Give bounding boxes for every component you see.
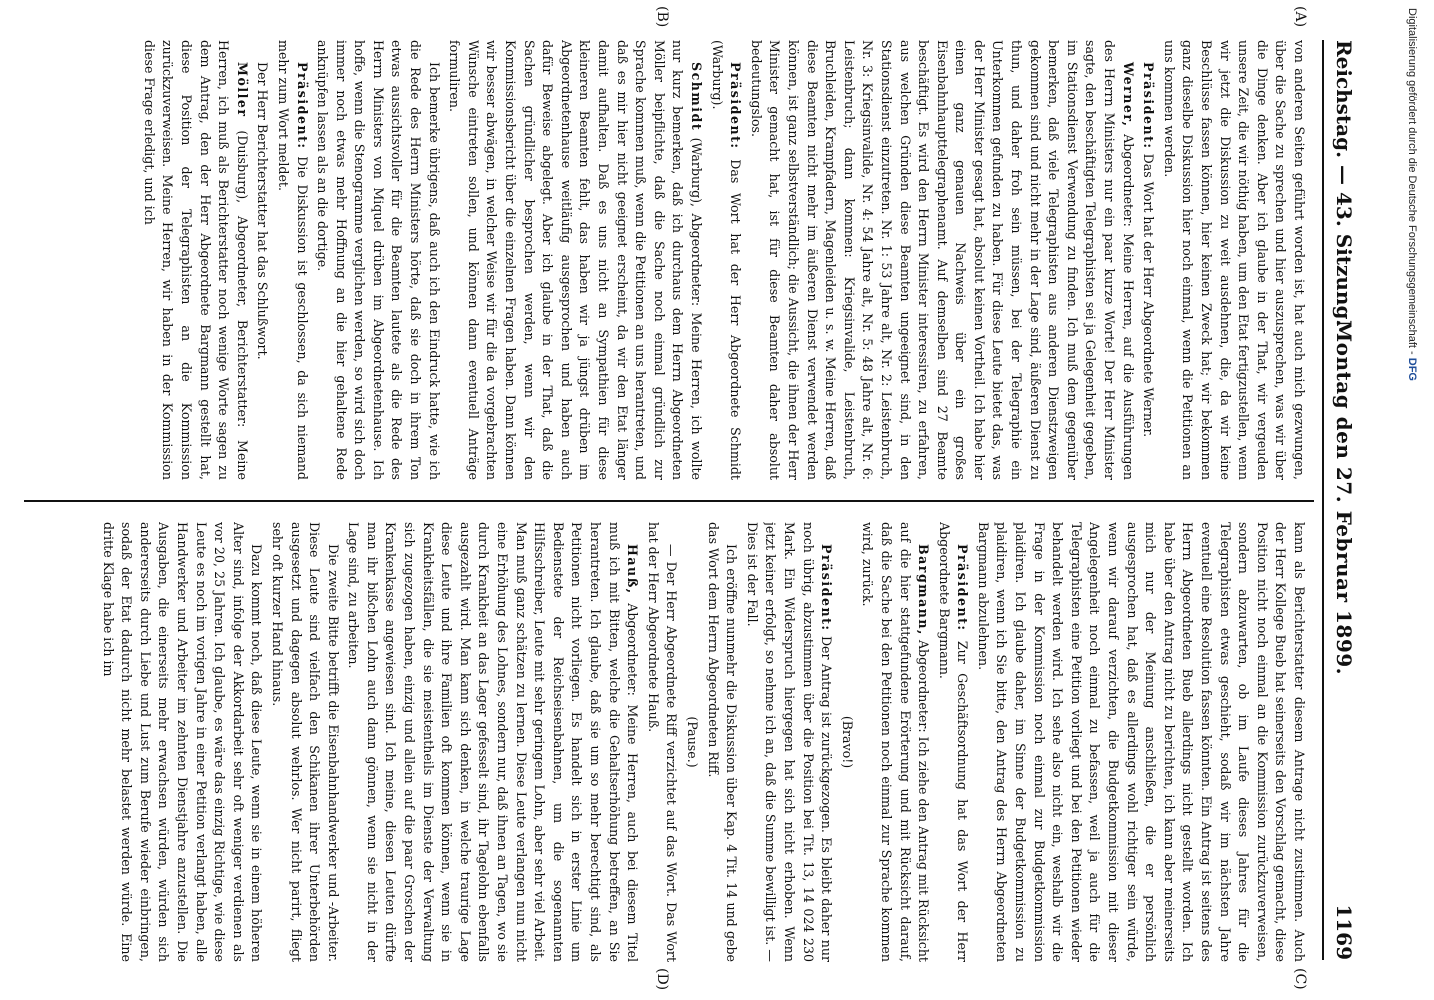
paragraph [934,522,971,962]
page-header [1322,40,1360,960]
digitization-note-text [1397,8,1427,992]
header-date: Montag den 27. Februar 1899. [1332,320,1356,676]
dfg-logo: DFG [1406,357,1418,381]
paragraph [707,40,744,480]
speaker-name: Präsident: [819,544,835,632]
speech-text: (Duisburg), Abgeordneter, Berichterstatter: Meine Herren, ich muß als Berichterstatter noch wenige Worte sagen zu dem Antrag, den der Herr Abgeordnete Bargmann gestellt hat, diese Position der Telegraphisten an die Kommission zurückzuverweisen. Meine Herren, wir haben in der Kommission diese Frage erledigt, und ich [141,40,250,480]
speech-text: Abgeordneter: Meine Herren, auch bei diesem Titel muß ich mit Bitten, welche die Gehaltserhöhung betreffen, an Sie herantreten. Ich glaube, daß sie um so mehr berechtigt sind, als Petitionen nicht vorliegen. Es handelt sich in erster Linie um Bedienstete der Reichseisenbahnen, um die sogenannten Hilfsschreiber, Leute mit sehr geringem Lohn, aber sehr viel Arbeit. Man muß ganz schätzen zu lernen. Diese Leute verlangen nun nicht eine Erhöhung des Lohnes, sondern nur, daß ihnen an Tagen, wo sie durch Krankheit an das Lager gefesselt sind, ihr Tagelohn ebenfalls ausgezahlt wird. Man kann sich denken, in welche traurige Lage diese Leute und ihre Familien oft kommen können, wenn sie in Krankheitsfällen, die sie meistentheils im Dienste der Verwaltung sich zugezogen haben, einzig und allein auf die paar Groschen der Krankenkasse angewiesen sind. Ich meine, diesen Leuten dürfte man ihr bißchen Lohn auch dann gönnen, wenn sie nicht in der Lage sind, zu arbeiten. [346,522,641,962]
speaker-name: Präsident: [1141,62,1157,150]
paragraph [1139,40,1158,480]
speech-text: Abgeordneter: Ich ziehe den Antrag mit Rücksicht auf die hier stattgefundene Erörterung und mit Rücksicht darauf, daß die Sache bei den Petitionen noch einmal zur Sprache kommen wird, zurück. [860,522,932,962]
speech-text: Zur Geschäftsordnung hat das Wort der Herr Abgeordnete Bargmann. [936,522,971,962]
interjection: (Bravo!) [839,715,855,769]
page-number: 1169 [1332,904,1356,960]
digitization-note [1397,8,1427,992]
paragraph: von anderen Seiten geführt worden ist, hat auch mich gezwungen, über die Sache zu sprechen und hier auszusprechen, was wir über die Dinge denken. Aber ich glaube in der That, wir vergeuden unsere Zeit, die wir nöthig haben, um den Etat fertigzustellen, wenn wir jetzt die Diskussion zu weit ausdehnen, die, da wir keine Beschlüsse fassen können, hier keinen Zweck hat; wir bekommen ganz dieselbe Diskussion hier noch einmal, wenn die Petitionen an uns kommen werden. [1161,40,1307,480]
margin-marker-a: (A) [1292,6,1308,28]
paragraph: Der Herr Berichterstatter hat das Schlußwort. [255,62,271,360]
paragraph: kann als Berichterstatter diesem Antrage nicht zustimmen. Auch der Herr Kollege Bueb hat seinerseits den Vorschlag gemacht, diese Position nicht noch einmal an die Kommission zurückzuverweisen, sondern abzuwarten, ob im Laufe dieses Jahres für die Telegraphisten etwas geschieht, sodaß wir im nächsten Jahre eventuell eine Resolution fassen könnten. Ein Antrag ist seitens des Herrn Abgeordneten Bueb allerdings nicht gestellt worden. Ich habe über den Antrag nicht zu berichten, ich kann aber meinerseits mich nur der Meinung anschließen, die er persönlich ausgesprochen hat, daß es allerdings wohl richtiger sein würde, wenn wir darauf verzichten, die Budgetkommission mit dieser Angelegenheit noch einmal zu befassen, weil ja auch für die Telegraphisten eine Petition vorliegt und bei den Petitionen wieder behandelt werden wird. Ich sehe also nicht ein, weshalb wir die Frage in der Kommission noch einmal zur Budgetkommission plaidiren. Ich glaube daher, im Sinne der Budgetkommission zu plaidiren, wenn ich Sie bitte, den Antrag des Herrn Abgeordneten Bargmann abzulehnen. [975,522,1307,962]
paragraph [139,40,251,480]
speaker-name: Hauß, [625,544,641,595]
paragraph: Die zweite Bitte betrifft die Eisenbahnhandwerker und -Arbeiter. Diese Leute sind vielfach den Schikanen ihrer Unterbehörden ausgesetzt und dagegen absolut wehrlos. Wer nicht parirt, fliegt sehr oft kurzer Hand hinaus. [269,522,341,962]
speech-text: Der Antrag ist zurückgezogen. Es bleibt daher nur noch übrig, abzustimmen über die Position bei Tit. 13, 14 024 230 Mark. Ein Widerspruch hiergegen hat sich nicht erhoben. Wenn jetzt keiner erfolgt, so nehme ich an, daß die Summe bewilligt ist. — Dies ist der Fall. [744,522,835,962]
speech-text: (Warburg), Abgeordneter: Meine Herren, ich wollte nur kurz bemerken, daß ich durchaus dem Herrn Abgeordneten Möller beipflichte, daß die Sache noch einmal gründlich zur Sprache kommen muß, wenn die Petitionen an uns herantreten, und daß es mir hier nicht geeignet erscheint, da wir den Etat länger damit aufhalten. Daß es uns nicht an Sympathien für diese kleineren Beamten fehlt, das haben wir ja jüngst drüben im Abgeordnetenhause weitläufig ausgesprochen und haben auch dafür Beweise abgelegt. Aber ich glaube in der That, daß die Sachen gründlicher besprochen werden, wenn wir den Kommissionsbericht über die einzelnen Fragen haben. Dann können wir besser abwägen, in welcher Weise wir für die da vorgebrachten Wünsche eintreten sollen, und können dann eventuell Anträge formuliren. [447,40,704,480]
paragraph [273,40,310,480]
paragraph: — Der Herr Abgeordnete Riff verzichtet auf das Wort. Das Wort hat der Herr Abgeordnete Hauß. [645,522,680,962]
margin-marker-d: (D) [654,968,670,991]
paragraph [858,522,932,962]
header-session: Reichstag. — 43. Sitzung. [1332,40,1356,327]
interjection: (Pause.) [685,716,700,768]
margin-marker-b: (B) [654,6,670,28]
paragraph [445,40,705,480]
paragraph: Ich eröffne nunmehr die Diskussion über Kap. 4 Tit. 14 und gebe das Wort dem Herrn Abgeordneten Riff. [705,522,740,962]
speaker-name: Präsident: [728,62,744,150]
column-divider [24,500,1314,502]
speaker-name: Präsident: [955,544,971,632]
paragraph: Ich bemerke übrigens, daß auch ich den Eindruck hatte, wie ich die Rede des Herrn Ministers hörte, daß sie doch in ihrem Ton etwas aussichtsvoller für die Beamten lautete als die Rede des Herrn Ministers von Miquel drüben im Abgeordnetenhause. Ich hoffe, wenn die Stenogramme verglichen werden, so wird sich doch immer noch etwas mehr Hoffnung an die hier gehaltene Rede anknüpfen lassen als an die dortige. [315,40,442,480]
funding-text: Digitalisierung gefördert durch die Deutsche Forschungsgemeinschaft - [1406,8,1418,355]
speech-text: Abgeordneter: Meine Herren, auf die Ausführungen des Herrn Ministers nur ein paar kurze Worte! Der Herr Minister sagte, den beschäftigten Telegraphisten sei ja Gelegenheit gegeben, im Stationsdienst Verwendung zu finden. Ich muß dem gegenüber bemerken, daß viele Telegraphisten aus anderen Dienstzweigen gekommen sind und nicht mehr in der Lage sind, äußeren Dienst zu thun, und daher froh sein müssen, bei der Telegraphie ein Unterkommen gefunden zu haben. Für diese Leute bietet das, was der Herr Minister gesagt hat, absolut keinen Vortheil. Ich habe hier einen ganz genauen Nachweis über ein großes Eisenbahnhaupttelegraphenamt. Auf demselben sind 27 Beamte beschäftigt. Es wird den Herrn Minister interessiren, zu erfahren, aus welchen Gründen diese Beamten ungeeignet sind, in den Stationsdienst einzutreten. Nr. 1: 53 Jahre alt, Nr. 2: Leistenbruch, Nr. 3: Kriegsinvalide, Nr. 4: 54 Jahre alt, Nr. 5: 48 Jahre alt, Nr. 6: Leistenbruch; dann kommen: Kriegsinvalide, Leistenbruch, Bruchleiden, Krampfadern, Magenleiden u. s. w. Meine Herren, daß diese Beamten nicht mehr im äußeren Dienst verwendet werden können, ist ganz selbstverständlich; die Aussicht, die ihnen der Herr Minister gemacht hat, ist für diese Beamten daher absolut bedeutungslos. [748,40,1136,480]
speaker-name: Werner, [1120,62,1136,128]
margin-marker-c: (C) [1292,968,1308,990]
paragraph: Dazu kommt noch, daß diese Leute, wenn sie in einem höheren Alter sind, infolge der Akkordarbeit sehr oft weniger verdienen als vor 20, 25 Jahren. Ich glaube, es wäre das einzig Richtige, wie diese Leute es noch im vorigen Jahre in einer Petition verlangt haben, alle Handwerker und Arbeiter im zehnten Dienstjahre anzustellen. Die Ausgaben, die einerseits mehr erwachsen würden, würden sich andererseits durch Liebe und Lust zum Berufe wieder einbringen, sodaß der Etat dadurch nicht mehr belastet werden würde. Eine dritte Klage habe ich im [100,522,265,962]
speaker-name: Bargmann, [916,544,932,636]
speech-text: Die Diskussion ist geschlossen, da sich niemand mehr zum Wort meldet. [275,40,310,480]
paragraph [742,522,835,962]
paragraph [344,522,642,962]
left-column [38,40,1308,480]
speaker-name: Möller [234,62,250,118]
speech-text: Das Wort hat der Herr Abgeordnete Schmidt (Warburg). [709,40,744,480]
speaker-name: Präsident: [294,62,310,150]
paragraph [746,40,1136,480]
speech-text: Das Wort hat der Herr Abgeordnete Werner. [1141,153,1157,438]
speaker-name: Schmidt [689,62,704,132]
right-column [38,522,1308,962]
